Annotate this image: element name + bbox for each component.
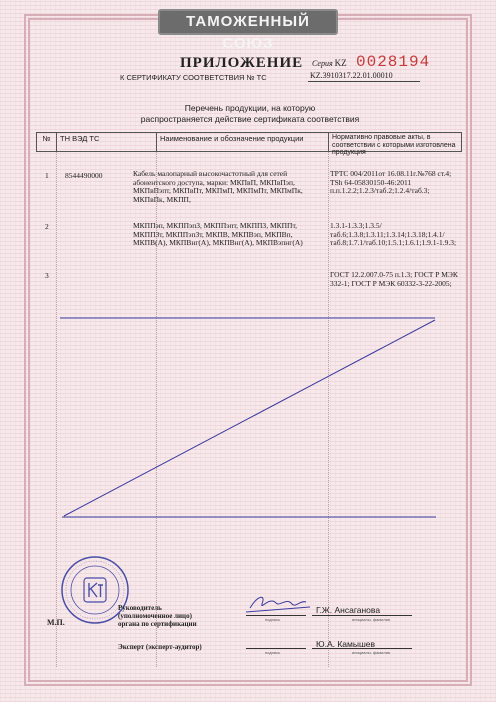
head-sign-line xyxy=(246,615,306,616)
head-name-line xyxy=(312,615,412,616)
head-label-line2: (уполномоченное лицо) xyxy=(118,612,192,620)
row-1-name: Кабель малопарный высокочастотный для сетей абонентского доступа, марки: МКПвП, МКПвПэп, МКПвПэпт, МКПвПт, МКПмП, МКПмПт, МКПмПк, МКПвПк, МКПП, xyxy=(133,169,303,204)
col-header-code: ТН ВЭД ТС xyxy=(57,133,157,151)
certificate-label: К СЕРТИФИКАТУ СООТВЕТСТВИЯ № ТС xyxy=(120,73,267,82)
head-sign-caption: подпись xyxy=(265,617,281,622)
head-label-line3: органа по сертификации xyxy=(118,620,197,628)
list-subtitle: Перечень продукции, на которую распространяется действие сертификата соответствия xyxy=(140,103,360,124)
expert-sign-line xyxy=(246,648,306,649)
stamp-place-label: М.П. xyxy=(47,618,65,627)
certificate-number: KZ.3910317.22.01.00010 xyxy=(310,71,393,80)
expert-label: Эксперт (эксперт-аудитор) xyxy=(118,643,202,651)
expert-fio-caption: инициалы, фамилия xyxy=(352,650,391,655)
col-header-number: № xyxy=(37,133,57,151)
col-header-name: Наименование и обозначение продукции xyxy=(157,133,329,151)
row-1-norms: ТРТС 004/2011от 16.08.11г.№768 ст.4; ТSh 64-05830150-46:2011 п.п.1.2.2;1.2.3/таб.2;1.2.4/таб.3; xyxy=(330,169,452,196)
row-1-code: 8544490000 xyxy=(65,171,103,180)
serial-number: 0028194 xyxy=(356,53,431,71)
expert-sign-caption: подпись xyxy=(265,650,281,655)
series-label: Серия KZ xyxy=(312,58,347,68)
expert-name-line xyxy=(312,648,412,649)
row-3-norms: ГОСТ 12.2.007.0-75 п.1.3; ГОСТ Р МЭК 332-1; ГОСТ Р МЭК 60332-3-22-2005; xyxy=(330,270,458,288)
row-3-number: 3 xyxy=(45,271,49,280)
row-1-number: 1 xyxy=(45,171,49,180)
head-name: Г.Ж. Ансаганова xyxy=(316,605,381,615)
head-label-line1: Руководитель xyxy=(118,604,162,612)
expert-name: Ю.А. Камышев xyxy=(316,639,376,649)
col-header-norms: Нормативно правовые акты, в соответствии с которыми изготовлена продукция xyxy=(332,134,456,156)
row-2-name: МКППэп, МКППэпЗ, МКППэпт, МКППЗ, МКППт, МКППЗт, МКППэпЗт, МКПВ, МКПВэп, МКПВп, МКПВ(А), МКПВнг(А), МКПВнг(А), МКПВэпнг(А) xyxy=(133,221,303,248)
head-fio-caption: инициалы, фамилия xyxy=(352,617,391,622)
page-title: ПРИЛОЖЕНИЕ xyxy=(180,55,304,71)
row-2-norms: 1.3.1-1.3.3;1.3.5/таб.6;1.3.8;1.3.11;1.3.14;1.3.18;1.4.1/таб.8;1.7.1/таб.10;1.5.1;1.6.1;1.9.1-1.9.3; xyxy=(330,221,457,248)
customs-union-banner: ТАМОЖЕННЫЙ СОЮЗ xyxy=(158,9,338,35)
row-2-number: 2 xyxy=(45,222,49,231)
